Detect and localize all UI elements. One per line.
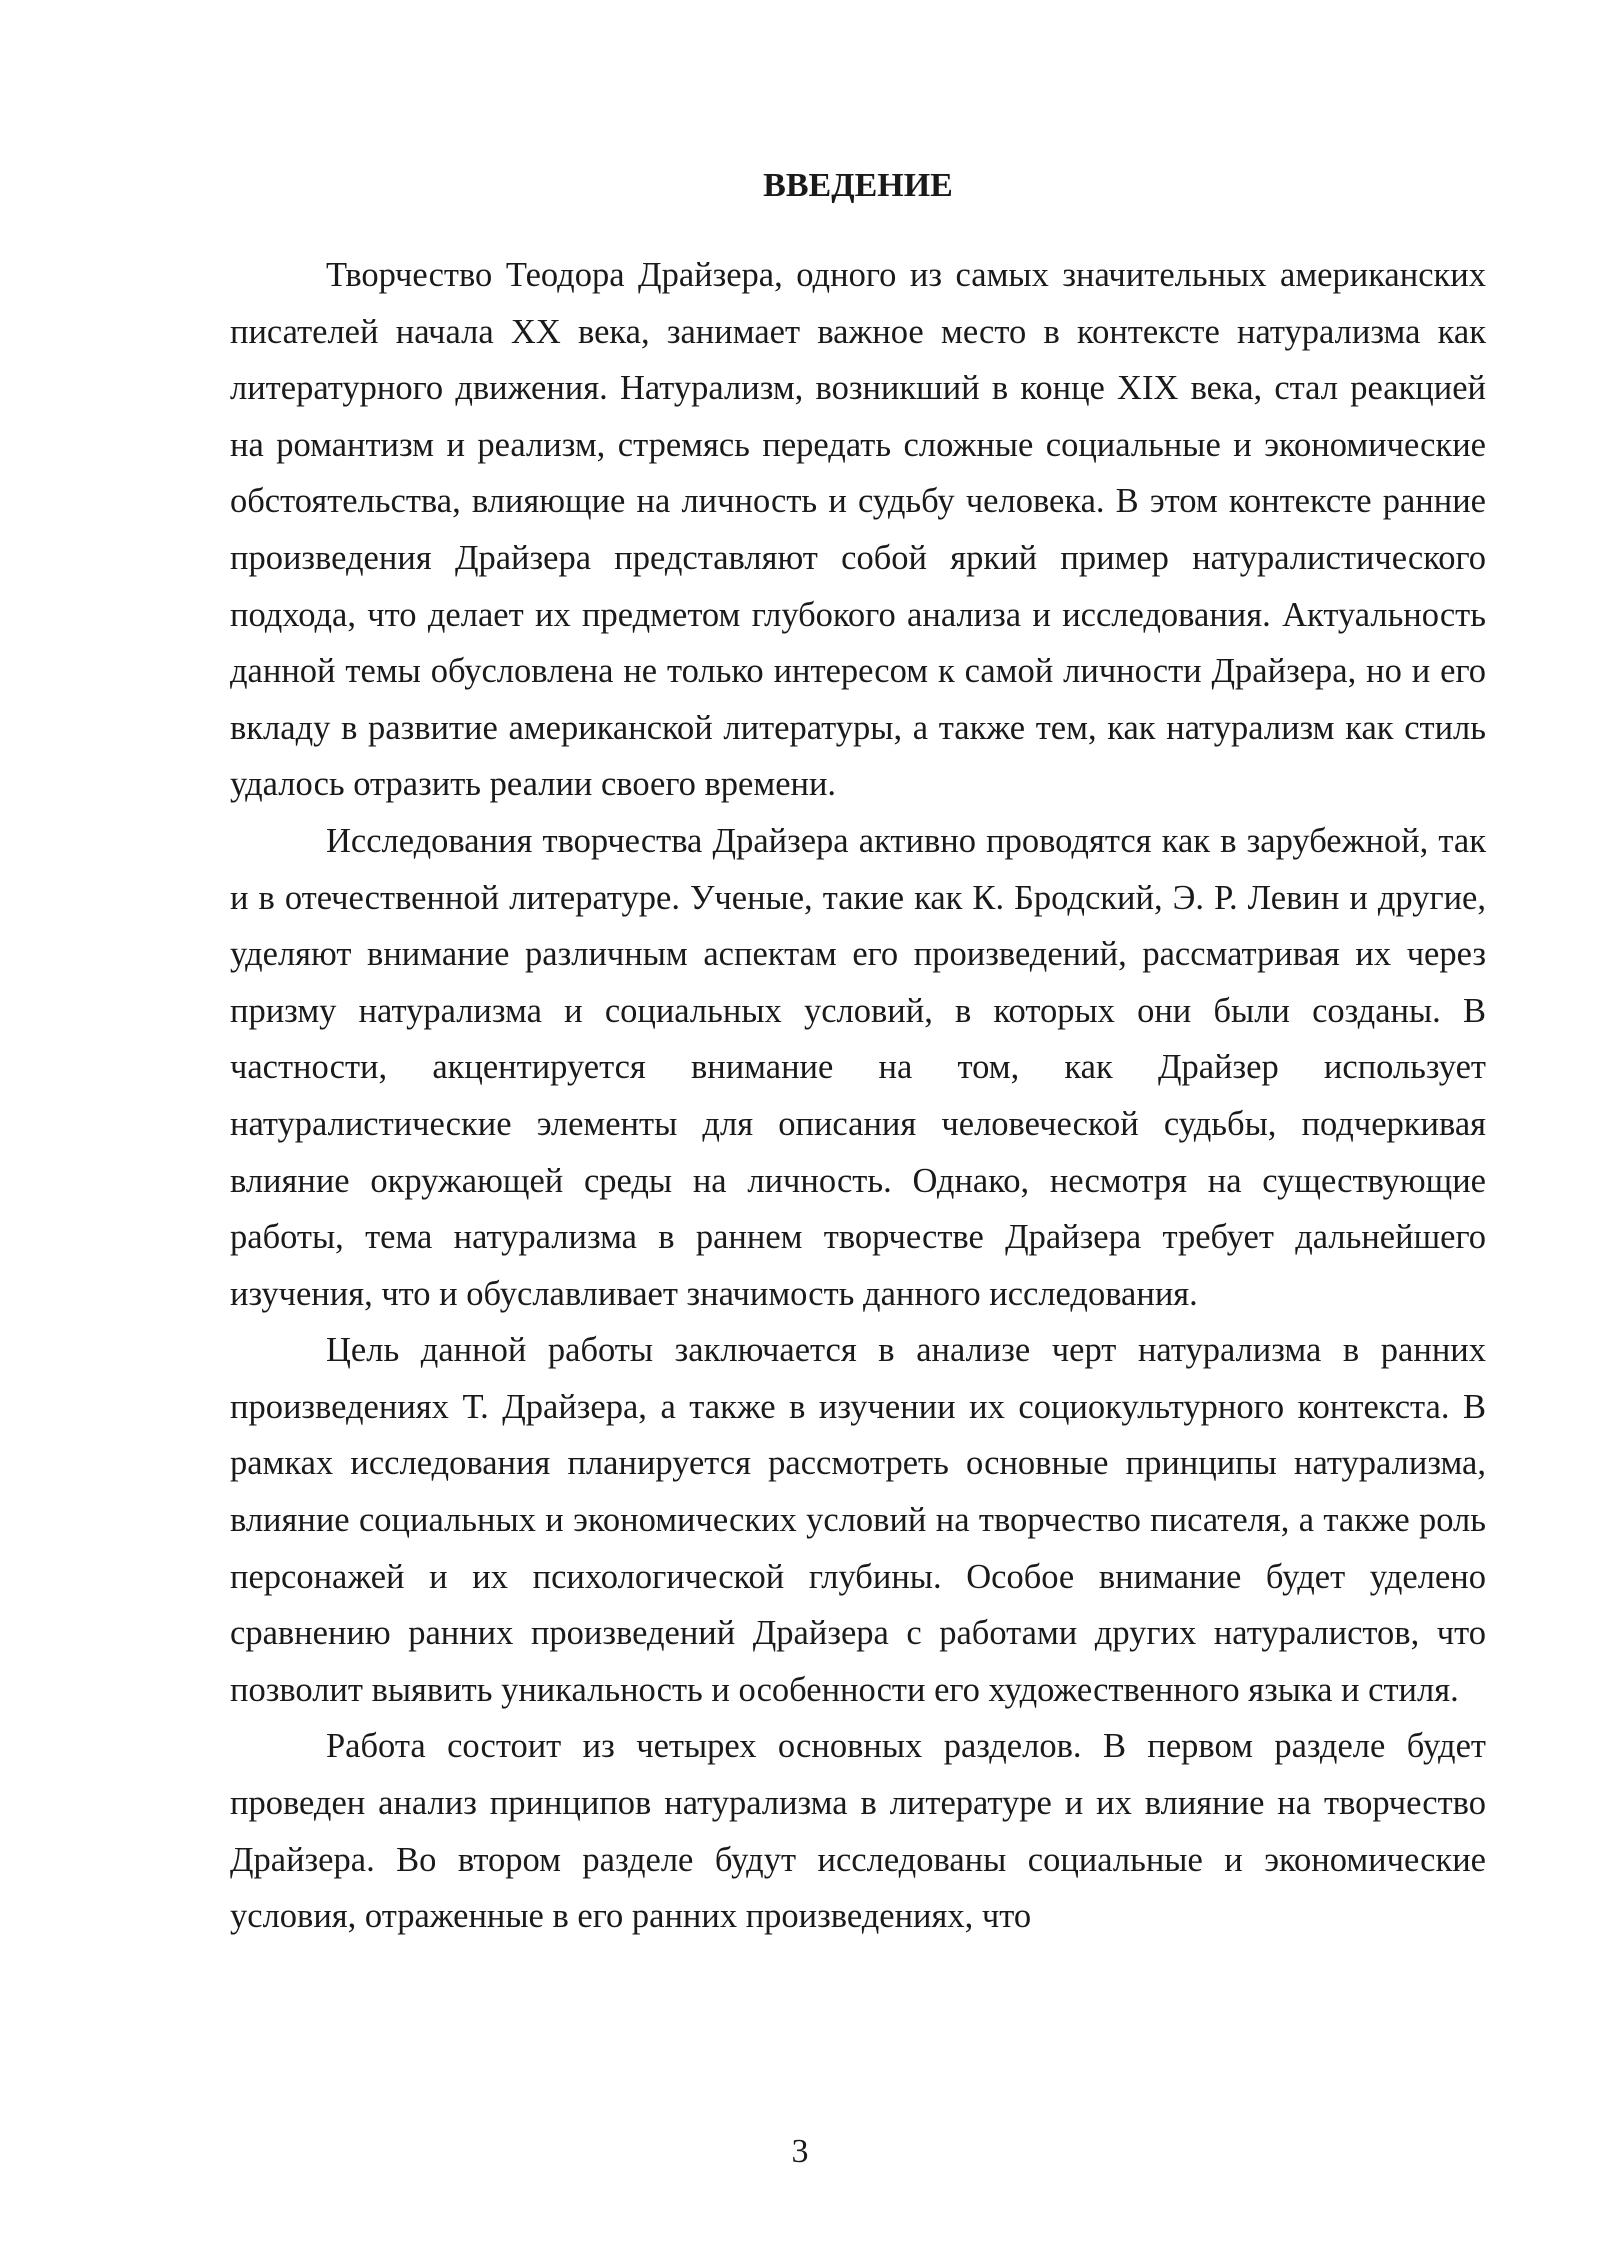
paragraph: Цель данной работы заключается в анализе черт натурализма в ранних произведениях Т. Драйзера, а также в изучении их социокультурного контекста. В рамках исследования планируется рассмотреть основные принципы натурализма, влияние социальных и экономических условий на творчество писателя, а также роль персонажей и их психологической глубины. Особое внимание будет уделено сравнению ранних произведений Драйзера с работами других натуралистов, что позволит выявить уникальность и особенности его художественного языка и стиля. — [230, 1331, 1486, 1709]
paragraph: Творчество Теодора Драйзера, одного из самых значительных американских писателей начала XX века, занимает важное место в контексте натурализма как литературного движения. Натурализм, возникший в конце XIX века, стал реакцией на романтизм и реализм, стремясь передать сложные социальные и экономические обстоятельства, влияющие на личность и судьбу человека. В этом контексте ранние произведения Драйзера представляют собой яркий пример натуралистического подхода, что делает их предметом глубокого анализа и исследования. Актуальность данной темы обусловлена не только интересом к самой личности Драйзера, но и его вкладу в развитие американской литературы, а также тем, как натурализм как стиль удалось отразить реалии своего времени. — [230, 256, 1486, 804]
section-heading: ВВЕДЕНИЕ — [763, 167, 953, 204]
paragraph: Работа состоит из четырех основных разделов. В первом разделе будет проведен анализ принципов натурализма в литературе и их влияние на творчество Драйзера. Во втором разделе будут исследованы социальные и экономические условия, отраженные в его ранних произведениях, что — [230, 1727, 1486, 1936]
page-number: 3 — [791, 2133, 809, 2170]
body-text — [230, 247, 1486, 1945]
paragraph: Исследования творчества Драйзера активно проводятся как в зарубежной, так и в отечественной литературе. Ученые, такие как К. Бродский, Э. Р. Левин и другие, уделяют внимание различным аспектам его произведений, рассматривая их через призму натурализма и социальных условий, в которых они были созданы. В частности, акцентируется внимание на том, как Драйзер использует натуралистические элементы для описания человеческой судьбы, подчеркивая влияние окружающей среды на личность. Однако, несмотря на существующие работы, тема натурализма в раннем творчестве Драйзера требует дальнейшего изучения, что и обуславливает значимость данного исследования. — [230, 821, 1486, 1313]
